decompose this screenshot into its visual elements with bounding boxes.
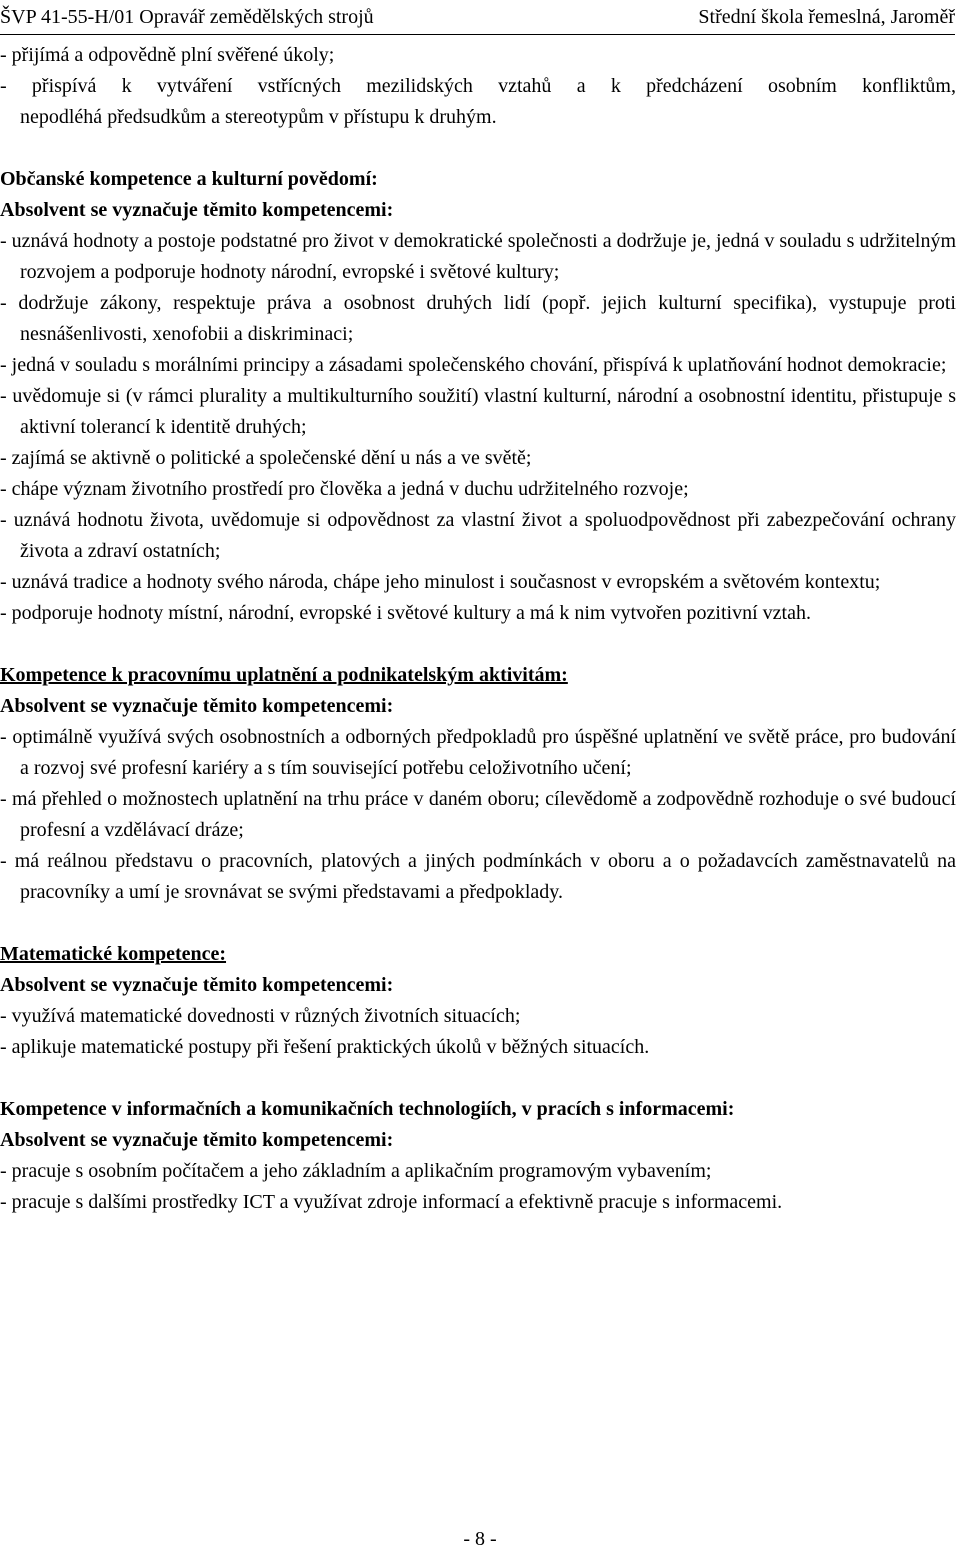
list-item: - jedná v souladu s morálními principy a zásadami společenského chování, přispívá k uplatňování hodnot demokracie; [0,354,947,376]
section-work-competences [0,660,956,908]
document-body [0,40,956,1218]
list-item: - přispívá k vytváření vstřícných mezilidských vztahů a k předcházení osobním konfliktům, [0,75,956,97]
header-program-code: ŠVP 41-55-H/01 Opravář zemědělských strojů [0,6,374,28]
list-item: - uznává hodnotu života, uvědomuje si odpovědnost za vlastní život a spoluodpovědnost při zabezpečování ochrany života a zdraví ostatních; [0,509,956,562]
section-title: Kompetence v informačních a komunikačních technologiích, v pracích s informacemi: [0,1098,735,1120]
section-intro: Absolvent se vyznačuje těmito kompetencemi: [0,974,394,996]
page-header [0,2,955,35]
list-item: - uznává tradice a hodnoty svého národa, chápe jeho minulost i současnost v evropském a světovém kontextu; [0,571,881,593]
section-intro: Absolvent se vyznačuje těmito kompetencemi: [0,1129,394,1151]
list-item: - pracuje s dalšími prostředky ICT a využívat zdroje informací a efektivně pracuje s informacemi. [0,1191,783,1213]
intro-list [0,40,956,133]
section-title: Kompetence k pracovnímu uplatnění a podnikatelským aktivitám: [0,664,568,686]
section-ict-competences [0,1094,956,1218]
list-item: - uznává hodnoty a postoje podstatné pro život v demokratické společnosti a dodržuje je, jedná v souladu s udržitelným rozvojem a podporuje hodnoty národní, evropské i světové kultury; [0,230,956,283]
section-intro: Absolvent se vyznačuje těmito kompetencemi: [0,695,394,717]
section-math-competences [0,939,956,1063]
section-civic-competences [0,164,956,629]
list-item: - uvědomuje si (v rámci plurality a multikulturního soužití) vlastní kulturní, národní a osobnostní identitu, přistupuje s aktivní tolerancí k identitě druhých; [0,385,956,438]
section-title: Matematické kompetence: [0,943,227,965]
section-title: Občanské kompetence a kulturní povědomí: [0,168,378,190]
list-item: - přijímá a odpovědně plní svěřené úkoly; [0,44,335,66]
list-item: - chápe význam životního prostředí pro člověka a jedná v duchu udržitelného rozvoje; [0,478,689,500]
list-item: - aplikuje matematické postupy při řešení praktických úkolů v běžných situacích. [0,1036,650,1058]
list-item: - má přehled o možnostech uplatnění na trhu práce v daném oboru; cílevědomě a zodpovědně rozhoduje o své budoucí profesní a vzdělávací dráze; [0,788,956,841]
list-item: - optimálně využívá svých osobnostních a odborných předpokladů pro úspěšné uplatnění ve světě práce, pro budování a rozvoj své profesní kariéry a s tím související potřebu celoživotního učení; [0,726,956,779]
list-item: - pracuje s osobním počítačem a jeho základním a aplikačním programovým vybavením; [0,1160,712,1182]
list-item-continuation: nepodléhá předsudkům a stereotypům v přístupu k druhým. [20,106,497,128]
list-item: - využívá matematické dovednosti v různých životních situacích; [0,1005,521,1027]
page-number: - 8 - [463,1528,497,1550]
header-school-name: Střední škola řemeslná, Jaroměř [698,6,955,28]
list-item: - zajímá se aktivně o politické a společenské dění u nás a ve světě; [0,447,532,469]
list-item: - dodržuje zákony, respektuje práva a osobnost druhých lidí (popř. jejich kulturní specifika), vystupuje proti nesnášenlivosti, xenofobii a diskriminaci; [0,292,956,345]
list-item: - má reálnou představu o pracovních, platových a jiných podmínkách v oboru a o požadavcích zaměstnavatelů na pracovníky a umí je srovnávat se svými představami a předpoklady. [0,850,956,903]
list-item: - podporuje hodnoty místní, národní, evropské i světové kultury a má k nim vytvořen pozitivní vztah. [0,602,811,624]
section-intro: Absolvent se vyznačuje těmito kompetencemi: [0,199,394,221]
